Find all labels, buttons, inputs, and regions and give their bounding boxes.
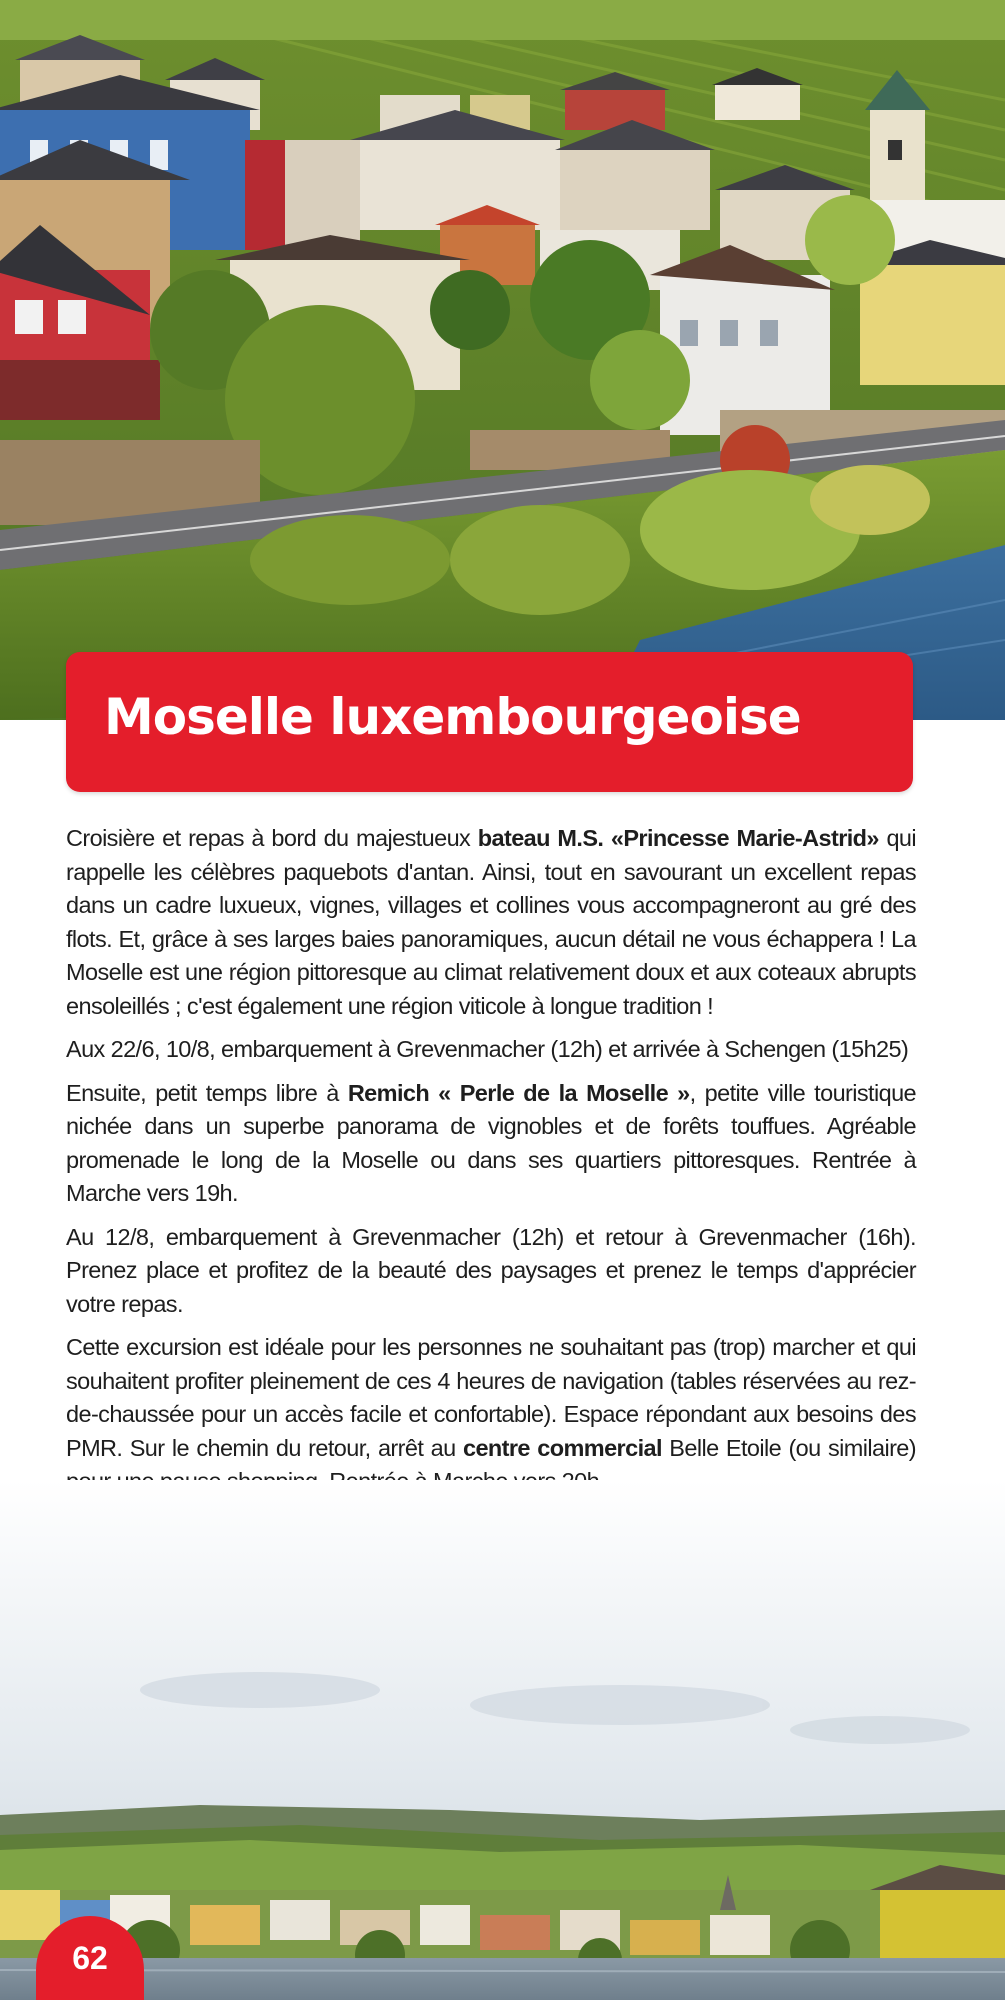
paragraph-intro-start: Croisière et repas à bord du majestueux (66, 825, 478, 851)
paragraph-dates: Aux 22/6, 10/8, embarquement à Grevenmacher (12h) et arrivée à Schengen (15h25) (66, 1036, 909, 1062)
article-body (66, 822, 916, 1546)
boat-name: bateau M.S. «Princesse Marie-Astrid» (477, 825, 879, 851)
page-title: Moselle luxembourgeoise (104, 688, 801, 746)
paragraph-accessibility-rest: Belle Etoile (ou similaire) (669, 1434, 916, 1461)
paragraph-remich (66, 1077, 916, 1211)
paragraph-accessibility (66, 1331, 916, 1499)
paragraph-intro-rest: qui rappelle les célèbres paquebots d'antan. Ainsi, tout en savourant un excellent repas dans un cadre luxueux, vignes, villages et collines vous accompagneront au gré des flots. Et, grâce à ses larges baies panoramiques, aucun détail ne vous échappera ! La Moselle est une région pittoresque au climat relativement doux et aux coteaux abrupts ensoleillés ; c'est également une région viticole à longue tradition ! (66, 825, 916, 1019)
bottom-river-photo (0, 1480, 1005, 2000)
top-village-photo (0, 0, 1005, 720)
shopping-center-highlight: centre commercial (462, 1434, 662, 1461)
paragraph-remich-rest: , petite ville touristique nichée dans un superbe panorama de vignobles et de forêts touffues. Agréable promenade le long de la Moselle ou dans ses quartiers pittoresques. Rentrée à Marche vers 19h. (66, 1079, 917, 1206)
paragraph-return: Au 12/8, embarquement à Grevenmacher (12h) et retour à Grevenmacher (16h). Prenez place et profitez de la beauté des paysages et prenez le temps d'apprécier votre repas. (66, 1223, 916, 1317)
remich-highlight: Remich « Perle de la Moselle » (347, 1079, 690, 1106)
paragraph-remich-start: Ensuite, petit temps libre à (66, 1079, 348, 1106)
page-number: 62 (36, 1916, 144, 2000)
paragraph-accessibility-start: Cette excursion est idéale pour les personnes ne souhaitant pas (trop) marcher et qui souhaitent profiter pleinement de ces 4 heures de navigation (tables réservées au rez-de-chaussée pour un accès facile et confortable). Espace répondant aux besoins des PMR. Sur le chemin du retour, arrêt au (66, 1334, 916, 1461)
title-banner (66, 652, 913, 792)
paragraph-intro (66, 822, 916, 1023)
